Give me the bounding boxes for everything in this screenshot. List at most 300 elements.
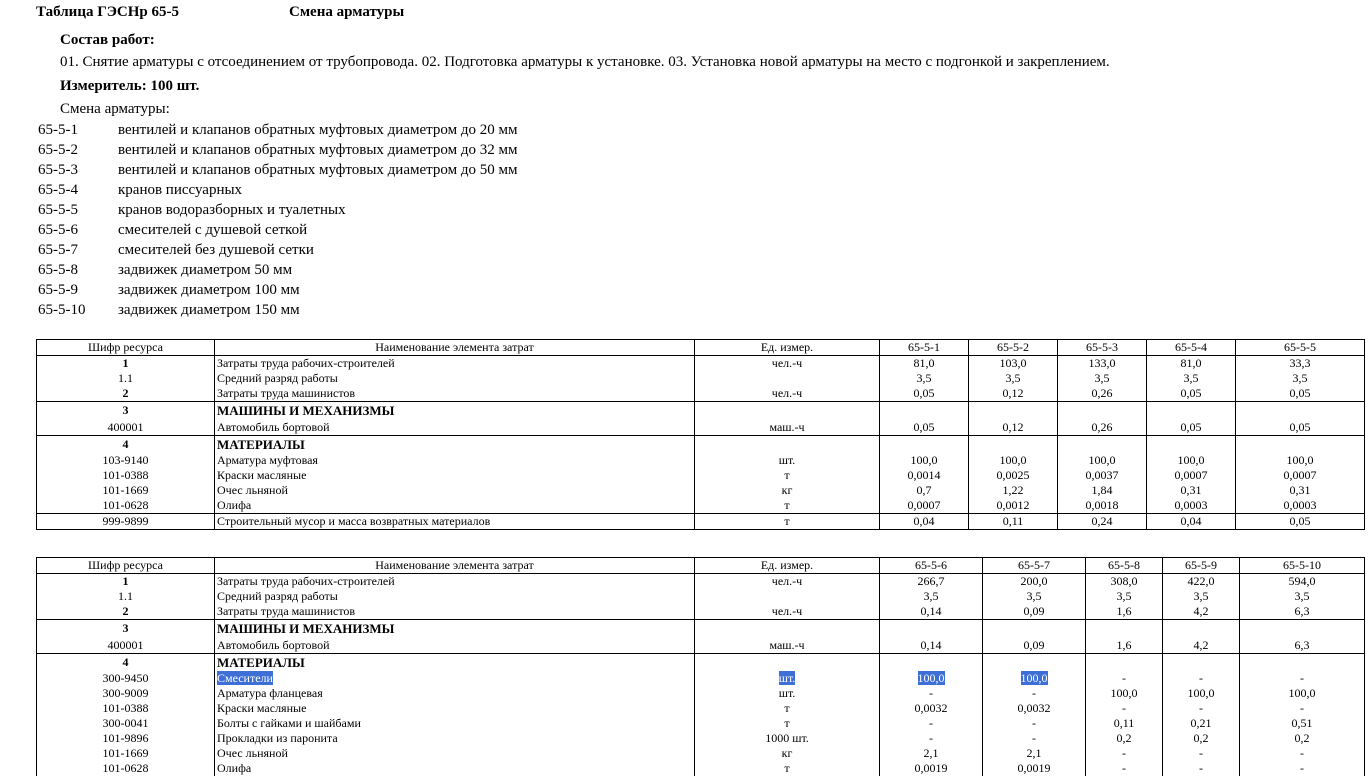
- table-row: [37, 371, 1365, 386]
- resource-value: [983, 653, 1086, 671]
- resource-unit-text: т: [784, 701, 790, 715]
- col-price-header: 65-5-6: [880, 558, 983, 574]
- resource-value-text: -: [1300, 671, 1304, 685]
- resource-name: [215, 420, 695, 436]
- table-row: [37, 453, 1365, 468]
- resource-value: [1236, 435, 1365, 453]
- resource-value: [969, 371, 1058, 386]
- resource-value: [1163, 653, 1240, 671]
- resource-value: [983, 701, 1086, 716]
- resource-unit-text: чел.-ч: [771, 574, 803, 588]
- resource-value: [880, 468, 969, 483]
- resource-value: [1147, 435, 1236, 453]
- resource-value: [1058, 371, 1147, 386]
- resource-unit-text: шт.: [778, 686, 796, 700]
- resource-code: 400001: [37, 420, 215, 436]
- resource-value: [1058, 453, 1147, 468]
- resource-value-text: 1,6: [1116, 604, 1132, 618]
- resource-value: [1236, 468, 1365, 483]
- table-row: [37, 386, 1365, 402]
- resource-value: [969, 498, 1058, 514]
- col-price-header: 65-5-8: [1086, 558, 1163, 574]
- resource-name-text: Арматура муфтовая: [217, 453, 318, 467]
- resource-value: [1086, 638, 1163, 654]
- table-row: [37, 420, 1365, 436]
- resource-value: [969, 402, 1058, 420]
- resource-value: [983, 604, 1086, 620]
- resource-value-text: 1,6: [1116, 637, 1132, 652]
- list-item: [38, 260, 517, 280]
- item-name: смесителей без душевой сетки: [118, 242, 314, 258]
- resource-value-text: -: [1199, 701, 1203, 715]
- resource-value-text: -: [929, 731, 933, 745]
- resource-unit-text: 1000 шт.: [765, 731, 809, 745]
- resource-value-text: 0,05: [1289, 419, 1311, 434]
- resource-value: [1240, 574, 1365, 590]
- table-row: [37, 356, 1365, 372]
- resource-name-text: Олифа: [217, 761, 252, 775]
- table-row: [37, 604, 1365, 620]
- table-row: [37, 731, 1365, 746]
- table-row: [37, 716, 1365, 731]
- resource-value-text: 0,0019: [1017, 761, 1051, 775]
- resource-code: 4: [37, 653, 215, 671]
- resource-value-text: 4,2: [1193, 637, 1209, 652]
- resource-value: [1086, 746, 1163, 761]
- resource-value: [1163, 731, 1240, 746]
- resource-value: [1086, 701, 1163, 716]
- resource-unit: [695, 435, 880, 453]
- resource-value-text: 594,0: [1288, 574, 1316, 588]
- resource-value-text: 1,22: [1002, 483, 1024, 497]
- resource-name: [215, 653, 695, 671]
- resource-value: [880, 386, 969, 402]
- item-code: 65-5-5: [38, 202, 78, 218]
- resource-code: 4: [37, 435, 215, 453]
- resource-value-text: 0,09: [1023, 637, 1045, 652]
- resource-value-text: 0,0007: [1283, 468, 1317, 482]
- resource-value-text: 0,14: [920, 604, 942, 618]
- resource-code: 101-9896: [37, 731, 215, 746]
- resource-value-text: -: [1122, 746, 1126, 760]
- item-name: смесителей с душевой сеткой: [118, 222, 308, 238]
- resource-value: [880, 371, 969, 386]
- resource-value: [880, 589, 983, 604]
- resource-code: 3: [37, 402, 215, 420]
- resource-value-text: 0,0014: [907, 468, 941, 482]
- resource-value: [1163, 671, 1240, 686]
- resource-value: [1147, 468, 1236, 483]
- resource-value: [1086, 653, 1163, 671]
- resource-value: [880, 701, 983, 716]
- resource-value: [1147, 498, 1236, 514]
- resource-value: [983, 761, 1086, 776]
- resource-value-text: 33,3: [1289, 356, 1311, 370]
- resource-unit: [695, 589, 880, 604]
- resource-value-text: 308,0: [1110, 574, 1138, 588]
- resource-value: [1147, 386, 1236, 402]
- resource-value-text: 81,0: [1180, 356, 1202, 370]
- resource-value: [880, 671, 983, 686]
- resource-code: 999-9899: [37, 514, 215, 530]
- resource-unit-text: кг: [781, 746, 793, 760]
- resource-value: [969, 483, 1058, 498]
- table-row: [37, 638, 1365, 654]
- resource-name: [215, 498, 695, 514]
- item-name: задвижек диаметром 50 мм: [118, 262, 293, 278]
- resource-value: [1163, 686, 1240, 701]
- resource-value-text: -: [1199, 761, 1203, 775]
- resource-value: [1147, 402, 1236, 420]
- resource-value: [880, 574, 983, 590]
- resource-value: [983, 638, 1086, 654]
- list-item: [38, 140, 517, 160]
- resource-value-text: 3,5: [1026, 589, 1042, 603]
- resource-value-text: -: [1122, 671, 1126, 685]
- resource-name-text: Средний разряд работы: [217, 589, 338, 603]
- resource-code: 103-9140: [37, 453, 215, 468]
- resource-code: 2: [37, 604, 215, 620]
- resource-value: [1147, 371, 1236, 386]
- resource-value: [880, 604, 983, 620]
- item-code: 65-5-3: [38, 162, 78, 178]
- resource-value: [1163, 604, 1240, 620]
- resource-unit-text: т: [784, 761, 790, 775]
- item-name: кранов водоразборных и туалетных: [118, 202, 346, 218]
- table-row: [37, 574, 1365, 590]
- resource-name-text: Олифа: [217, 498, 252, 512]
- table-header: [36, 4, 405, 21]
- resource-value: [969, 435, 1058, 453]
- resource-code: 1: [37, 356, 215, 372]
- resource-value-text: -: [1122, 761, 1126, 775]
- resource-unit: [695, 604, 880, 620]
- resource-code: 101-0388: [37, 468, 215, 483]
- resource-value: [983, 671, 1086, 686]
- resource-value-text: 0,05: [1180, 386, 1202, 400]
- resource-value-text: 0,05: [913, 386, 935, 400]
- resource-value: [880, 638, 983, 654]
- resource-name: [215, 731, 695, 746]
- resource-value-text: 100,0: [917, 671, 945, 685]
- resource-value: [1163, 701, 1240, 716]
- resource-value-text: 0,0012: [996, 498, 1030, 512]
- col-code-header: Шифр ресурса: [37, 340, 215, 356]
- resource-value-text: 103,0: [999, 356, 1027, 370]
- resource-unit: [695, 371, 880, 386]
- resource-unit-text: маш.-ч: [769, 419, 805, 434]
- item-code: 65-5-4: [38, 182, 78, 198]
- resource-unit: [695, 746, 880, 761]
- resource-value: [880, 686, 983, 701]
- col-price-header: 65-5-5: [1236, 340, 1365, 356]
- list-item: [38, 200, 517, 220]
- table-row: [37, 653, 1365, 671]
- resource-value: [1240, 604, 1365, 620]
- resource-value-text: 0,0037: [1085, 468, 1119, 482]
- resource-code: 300-9009: [37, 686, 215, 701]
- resource-value-text: 0,0032: [1017, 701, 1051, 715]
- resource-unit-text: чел.-ч: [771, 386, 803, 400]
- resource-value-text: 0,11: [1113, 716, 1135, 730]
- resource-unit: [695, 638, 880, 654]
- resource-value: [1086, 761, 1163, 776]
- resource-value: [880, 620, 983, 638]
- resource-value: [1058, 420, 1147, 436]
- col-unit-header: Ед. измер.: [695, 558, 880, 574]
- resource-value-text: 100,0: [1088, 453, 1116, 467]
- resource-name: [215, 589, 695, 604]
- resource-value: [969, 453, 1058, 468]
- resource-value: [1236, 356, 1365, 372]
- resource-name-text: Автомобиль бортовой: [217, 419, 330, 434]
- resource-value-text: 3,5: [1183, 371, 1199, 385]
- items-list: [38, 120, 517, 320]
- resource-value: [1147, 420, 1236, 436]
- meter-label: Измеритель: 100 шт.: [60, 78, 200, 94]
- resource-value: [1058, 514, 1147, 530]
- resource-value: [880, 402, 969, 420]
- table-id: Таблица ГЭСНр 65-5: [36, 4, 180, 20]
- resource-unit: [695, 356, 880, 372]
- resource-value: [1236, 402, 1365, 420]
- list-item: [38, 220, 517, 240]
- resource-value: [1086, 686, 1163, 701]
- resource-value-text: 3,5: [923, 589, 939, 603]
- resource-name-text: Арматура фланцевая: [217, 686, 323, 700]
- resource-unit: [695, 483, 880, 498]
- table-row: [37, 468, 1365, 483]
- resource-value: [1240, 761, 1365, 776]
- resource-unit: [695, 761, 880, 776]
- resource-code: 101-1669: [37, 746, 215, 761]
- resource-value-text: 100,0: [910, 453, 938, 467]
- resource-value: [1240, 653, 1365, 671]
- resource-value-text: 6,3: [1294, 604, 1310, 618]
- resource-unit: [695, 420, 880, 436]
- resource-value: [1240, 686, 1365, 701]
- resource-value: [983, 574, 1086, 590]
- item-code: 65-5-10: [38, 302, 86, 318]
- resource-value-text: 0,0003: [1283, 498, 1317, 512]
- resource-code: 300-9450: [37, 671, 215, 686]
- items-subheading: Смена арматуры:: [60, 101, 170, 117]
- resource-value-text: -: [1300, 761, 1304, 775]
- resource-value-text: 0,0007: [1174, 468, 1208, 482]
- resource-table-1: [36, 339, 1365, 530]
- resource-value: [1147, 483, 1236, 498]
- resource-value-text: -: [929, 686, 933, 700]
- resource-code: 101-0628: [37, 498, 215, 514]
- resource-name-text: Затраты труда рабочих-строителей: [217, 356, 395, 370]
- resource-value-text: -: [1032, 716, 1036, 730]
- resource-value-text: 3,5: [1005, 371, 1021, 385]
- resource-unit: [695, 468, 880, 483]
- resource-value: [880, 761, 983, 776]
- resource-name: [215, 574, 695, 590]
- resource-value: [1236, 420, 1365, 436]
- resource-value: [1163, 589, 1240, 604]
- resource-value-text: 0,26: [1091, 419, 1113, 434]
- resource-value: [1058, 356, 1147, 372]
- resource-value: [880, 731, 983, 746]
- col-price-header: 65-5-3: [1058, 340, 1147, 356]
- resource-value: [1163, 638, 1240, 654]
- resource-value: [1058, 402, 1147, 420]
- resource-value-text: 0,0019: [914, 761, 948, 775]
- col-price-header: 65-5-10: [1240, 558, 1365, 574]
- resource-name-text: Краски масляные: [217, 468, 307, 482]
- resource-unit: [695, 620, 880, 638]
- resource-value: [1163, 716, 1240, 731]
- resource-value: [983, 731, 1086, 746]
- resource-code: 101-1669: [37, 483, 215, 498]
- table-row: [37, 701, 1365, 716]
- resource-value: [1240, 589, 1365, 604]
- col-code-header: Шифр ресурса: [37, 558, 215, 574]
- resource-value-text: 100,0: [1177, 453, 1205, 467]
- resource-value: [983, 716, 1086, 731]
- resource-name-text: МАШИНЫ И МЕХАНИЗМЫ: [217, 403, 395, 419]
- resource-unit: [695, 671, 880, 686]
- resource-value: [1236, 514, 1365, 530]
- item-name: вентилей и клапанов обратных муфтовых диаметром до 50 мм: [118, 162, 518, 178]
- resource-name-text: Средний разряд работы: [217, 371, 338, 385]
- resource-unit-text: т: [784, 514, 790, 528]
- resource-value: [1236, 371, 1365, 386]
- resource-value-text: 0,2: [1294, 731, 1310, 745]
- resource-value: [1086, 620, 1163, 638]
- resource-unit: [695, 574, 880, 590]
- resource-name-text: Очес льняной: [217, 746, 288, 760]
- resource-code: 101-0388: [37, 701, 215, 716]
- resource-value: [1147, 356, 1236, 372]
- resource-value: [1236, 386, 1365, 402]
- resource-value-text: 100,0: [1288, 686, 1316, 700]
- resource-name-text: Краски масляные: [217, 701, 307, 715]
- item-name: кранов писсуарных: [118, 182, 243, 198]
- resource-value-text: -: [1122, 701, 1126, 715]
- item-code: 65-5-9: [38, 282, 78, 298]
- resource-name: [215, 386, 695, 402]
- resource-unit: [695, 514, 880, 530]
- resource-value: [1058, 468, 1147, 483]
- resource-name-text: МАТЕРИАЛЫ: [217, 436, 305, 452]
- item-code: 65-5-6: [38, 222, 78, 238]
- resource-value: [1086, 589, 1163, 604]
- composition-heading: Состав работ:: [60, 32, 155, 48]
- resource-value-text: 0,04: [913, 514, 935, 528]
- resource-value: [1086, 671, 1163, 686]
- resource-value-text: 4,2: [1193, 604, 1209, 618]
- resource-value: [983, 620, 1086, 638]
- table-row: [37, 746, 1365, 761]
- item-code: 65-5-8: [38, 262, 78, 278]
- resource-value: [880, 746, 983, 761]
- col-name-header: Наименование элемента затрат: [215, 558, 695, 574]
- resource-value-text: 0,31: [1289, 483, 1311, 497]
- table-row: [37, 435, 1365, 453]
- resource-value: [969, 514, 1058, 530]
- table-title: Смена арматуры: [289, 4, 405, 20]
- resource-value-text: 133,0: [1088, 356, 1116, 370]
- resource-value-text: 0,51: [1291, 716, 1313, 730]
- resource-value: [880, 435, 969, 453]
- list-item: [38, 300, 517, 320]
- resource-value-text: 0,7: [916, 483, 932, 497]
- table-row: [37, 483, 1365, 498]
- resource-value-text: 0,11: [1002, 514, 1024, 528]
- list-item: [38, 240, 517, 260]
- resource-value: [1086, 731, 1163, 746]
- resource-value: [1240, 638, 1365, 654]
- item-name: задвижек диаметром 100 мм: [118, 282, 300, 298]
- resource-name-text: МАТЕРИАЛЫ: [217, 654, 305, 670]
- table-row: [37, 671, 1365, 686]
- resource-unit-text: шт.: [778, 671, 796, 685]
- resource-name: [215, 701, 695, 716]
- resource-value-text: 0,2: [1193, 731, 1209, 745]
- item-name: задвижек диаметром 150 мм: [118, 302, 300, 318]
- resource-code: 1.1: [37, 589, 215, 604]
- resource-value-text: 3,5: [1294, 589, 1310, 603]
- resource-value-text: 3,5: [916, 371, 932, 385]
- resource-value-text: 0,0018: [1085, 498, 1119, 512]
- resource-value: [1236, 453, 1365, 468]
- resource-unit-text: т: [784, 468, 790, 482]
- resource-value: [1147, 453, 1236, 468]
- list-item: [38, 180, 517, 200]
- resource-code: 3: [37, 620, 215, 638]
- col-name-header: Наименование элемента затрат: [215, 340, 695, 356]
- resource-value: [969, 420, 1058, 436]
- resource-value: [1058, 435, 1147, 453]
- resource-name-text: Затраты труда рабочих-строителей: [217, 574, 395, 588]
- resource-name-text: Болты с гайками и шайбами: [217, 716, 361, 730]
- resource-name-text: Прокладки из паронита: [217, 731, 338, 745]
- table-row: [37, 761, 1365, 776]
- resource-value: [1240, 701, 1365, 716]
- resource-value-text: 6,3: [1294, 637, 1310, 652]
- table-header-row: [37, 558, 1365, 574]
- resource-value-text: -: [1032, 686, 1036, 700]
- resource-value: [1058, 386, 1147, 402]
- resource-value: [969, 356, 1058, 372]
- resource-value: [1058, 498, 1147, 514]
- resource-name: [215, 514, 695, 530]
- resource-value-text: 0,21: [1190, 716, 1212, 730]
- resource-name: [215, 468, 695, 483]
- resource-unit-text: кг: [781, 483, 793, 497]
- resource-value-text: 0,05: [1289, 514, 1311, 528]
- resource-value-text: 0,24: [1091, 514, 1113, 528]
- resource-value: [1240, 671, 1365, 686]
- resource-value: [1236, 498, 1365, 514]
- resource-name: [215, 761, 695, 776]
- resource-value-text: 0,0007: [907, 498, 941, 512]
- resource-value-text: 3,5: [1292, 371, 1308, 385]
- resource-value: [1240, 731, 1365, 746]
- resource-value-text: 81,0: [913, 356, 935, 370]
- table-row: [37, 514, 1365, 530]
- resource-unit: [695, 701, 880, 716]
- resource-value: [880, 483, 969, 498]
- resource-name: [215, 356, 695, 372]
- resource-value: [880, 514, 969, 530]
- resource-code: 400001: [37, 638, 215, 654]
- resource-value-text: 0,04: [1180, 514, 1202, 528]
- resource-name: [215, 638, 695, 654]
